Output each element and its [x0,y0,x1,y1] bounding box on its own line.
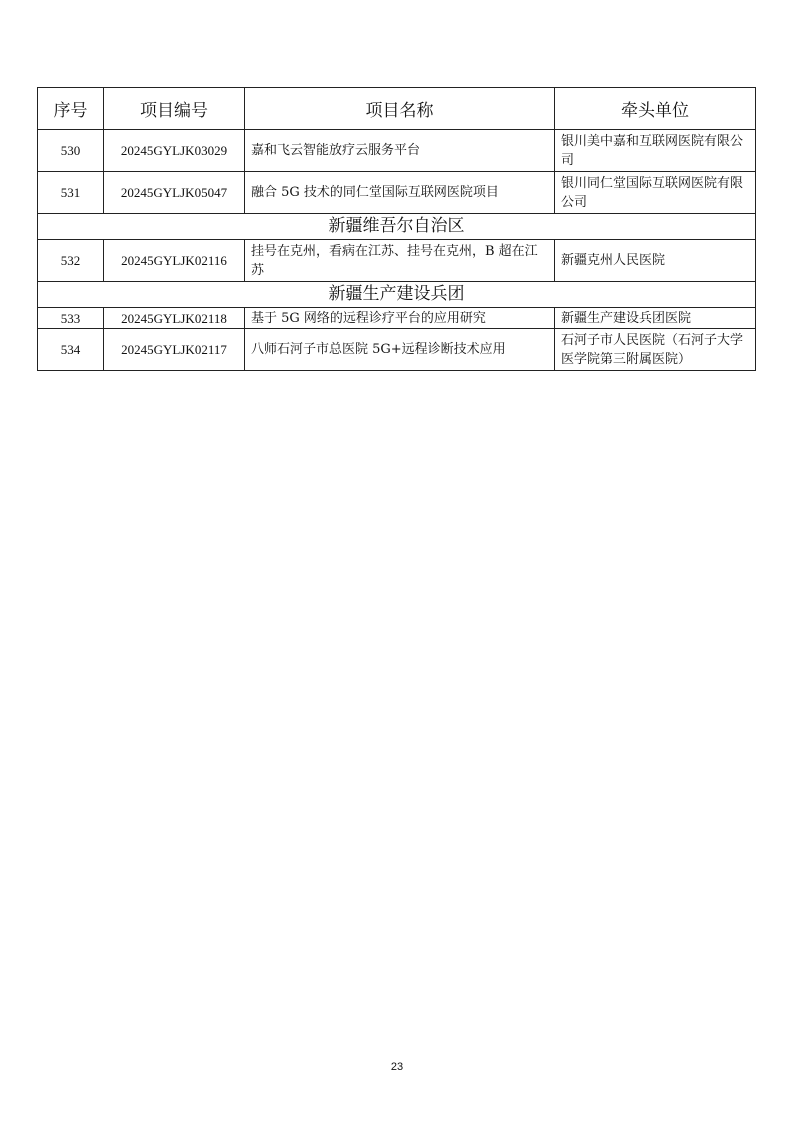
cell-project-name: 基于 5G 网络的远程诊疗平台的应用研究 [245,308,555,329]
table-row [38,130,756,172]
cell-code: 20245GYLJK02116 [104,240,245,282]
cell-project-name: 嘉和飞云智能放疗云服务平台 [245,130,555,172]
cell-serial: 532 [38,240,104,282]
table-row [38,308,756,329]
table-row [38,240,756,282]
cell-code: 20245GYLJK03029 [104,130,245,172]
region-row [38,214,756,240]
cell-lead-unit: 石河子市人民医院（石河子大学医学院第三附属医院） [555,329,756,371]
cell-lead-unit: 银川同仁堂国际互联网医院有限公司 [555,172,756,214]
cell-serial: 533 [38,308,104,329]
cell-code: 20245GYLJK05047 [104,172,245,214]
cell-lead-unit: 银川美中嘉和互联网医院有限公司 [555,130,756,172]
region-row [38,282,756,308]
cell-serial: 530 [38,130,104,172]
project-table [37,87,756,371]
col-header-code: 项目编号 [104,88,245,130]
col-header-name: 项目名称 [245,88,555,130]
region-heading: 新疆生产建设兵团 [38,282,756,308]
col-header-serial: 序号 [38,88,104,130]
cell-project-name: 融合 5G 技术的同仁堂国际互联网医院项目 [245,172,555,214]
header-row [38,88,756,130]
cell-lead-unit: 新疆克州人民医院 [555,240,756,282]
cell-code: 20245GYLJK02117 [104,329,245,371]
cell-code: 20245GYLJK02118 [104,308,245,329]
cell-serial: 534 [38,329,104,371]
col-header-unit: 牵头单位 [555,88,756,130]
table-row [38,172,756,214]
cell-serial: 531 [38,172,104,214]
cell-lead-unit: 新疆生产建设兵团医院 [555,308,756,329]
region-heading: 新疆维吾尔自治区 [38,214,756,240]
page-number: 23 [390,1061,404,1073]
table-row [38,329,756,371]
cell-project-name: 八师石河子市总医院 5G+远程诊断技术应用 [245,329,555,371]
cell-project-name: 挂号在克州，看病在江苏、挂号在克州，B 超在江苏 [245,240,555,282]
